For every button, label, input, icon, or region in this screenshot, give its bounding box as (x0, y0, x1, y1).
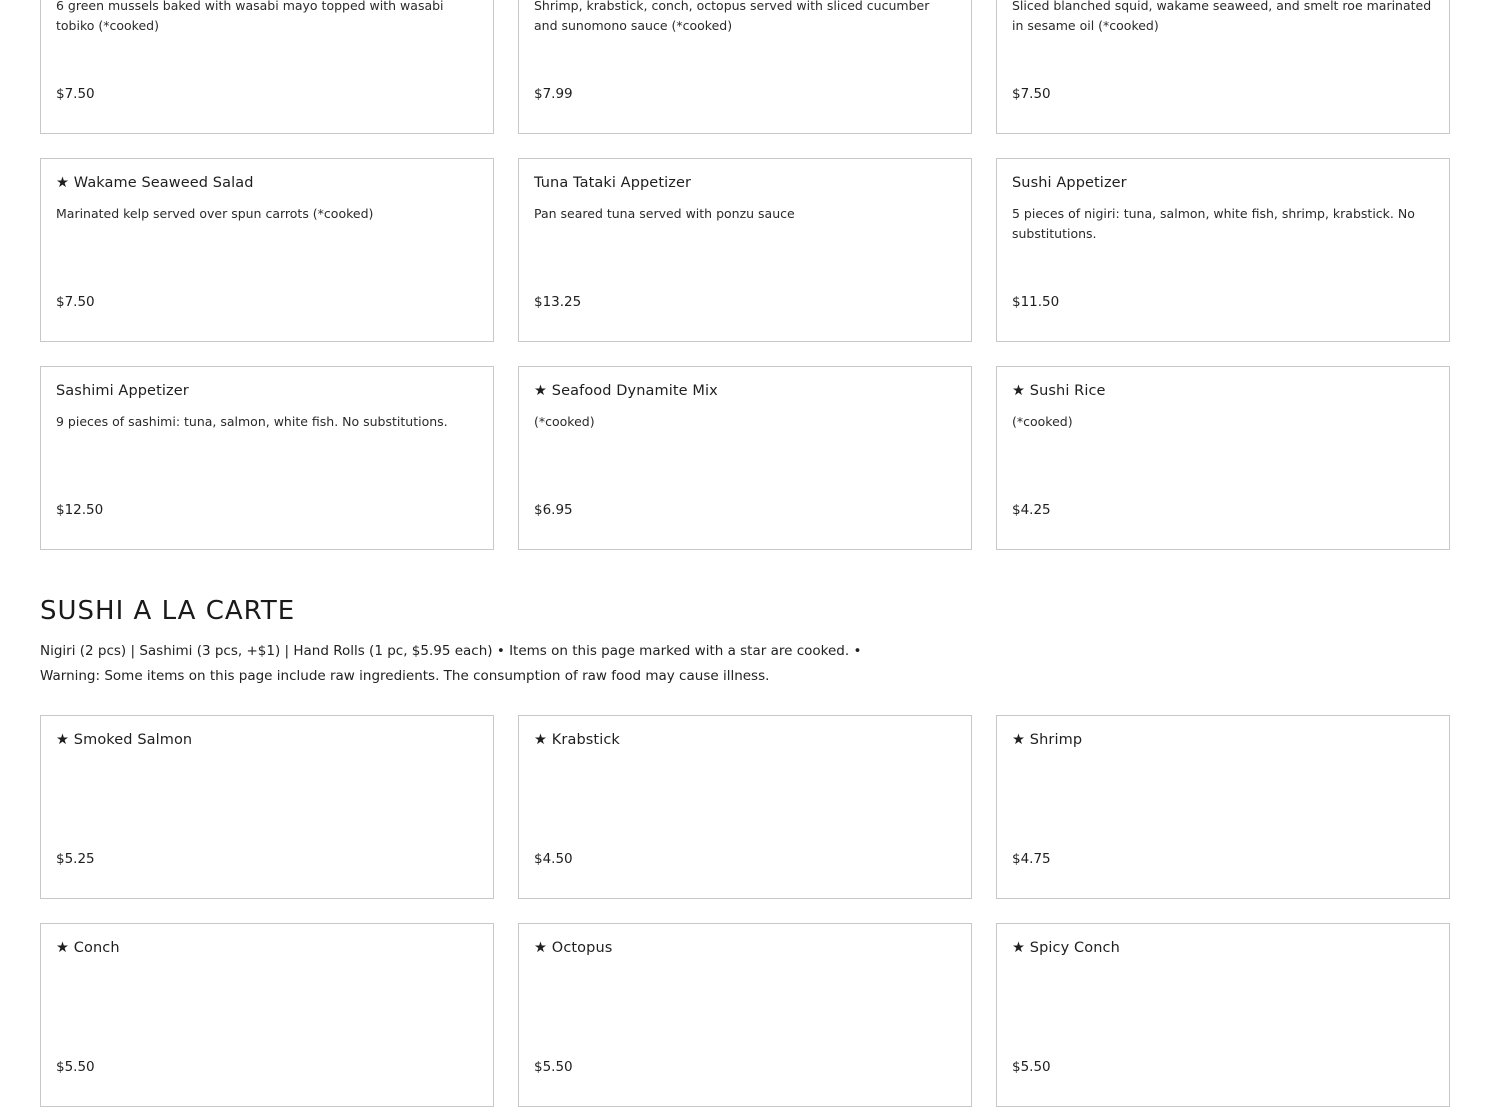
menu-item-card[interactable] (40, 715, 494, 899)
menu-item-name: ★ Smoked Salmon (56, 732, 193, 748)
menu-item-description: 6 green mussels baked with wasabi mayo topped with wasabi tobiko (*cooked) (56, 0, 444, 33)
menu-item-card[interactable] (40, 158, 494, 342)
menu-item-description: 5 pieces of nigiri: tuna, salmon, white fish, shrimp, krabstick. No substitutions. (1012, 206, 1415, 241)
menu-item-price: $4.25 (1012, 502, 1051, 518)
menu-item-name: ★ Shrimp (1012, 732, 1083, 748)
menu-item-description: (*cooked) (534, 414, 595, 429)
menu-item-description: Marinated kelp served over spun carrots (*cooked) (56, 206, 374, 221)
menu-item-card[interactable] (40, 923, 494, 1107)
menu-item-price: $5.50 (534, 1059, 573, 1075)
menu-item-name: ★ Sushi Rice (1012, 383, 1106, 399)
menu-item-card[interactable] (996, 0, 1450, 134)
sushi-grid (40, 715, 1450, 1107)
menu-item-name: ★ Spicy Conch (1012, 940, 1120, 956)
menu-item-price: $6.95 (534, 502, 573, 518)
menu-item-card[interactable] (996, 366, 1450, 550)
menu-item-name: ★ Krabstick (534, 732, 620, 748)
menu-item-description: Sliced blanched squid, wakame seaweed, and smelt roe marinated in sesame oil (*cooked) (1012, 0, 1432, 33)
menu-item-name: Tuna Tataki Appetizer (534, 175, 692, 191)
menu-item-name: Sashimi Appetizer (56, 383, 189, 399)
menu-item-card[interactable] (518, 366, 972, 550)
menu-item-price: $4.50 (534, 851, 573, 867)
menu-item-price: $11.50 (1012, 294, 1060, 310)
menu-item-price: $7.99 (534, 86, 573, 102)
menu-item-price: $4.75 (1012, 851, 1051, 867)
menu-item-price: $7.50 (1012, 86, 1051, 102)
menu-item-price: $5.50 (56, 1059, 95, 1075)
menu-item-card[interactable] (518, 923, 972, 1107)
menu-item-card[interactable] (996, 923, 1450, 1107)
menu-item-card[interactable] (518, 715, 972, 899)
appetizer-grid (40, 0, 1450, 550)
menu-item-price: $7.50 (56, 294, 95, 310)
menu-item-card[interactable] (40, 366, 494, 550)
menu-item-price: $7.50 (56, 86, 95, 102)
menu-item-name: Sushi Appetizer (1012, 175, 1127, 191)
menu-item-description: Pan seared tuna served with ponzu sauce (534, 206, 795, 221)
menu-item-price: $12.50 (56, 502, 104, 518)
menu-item-description: 9 pieces of sashimi: tuna, salmon, white fish. No substitutions. (56, 414, 448, 429)
menu-item-description: Shrimp, krabstick, conch, octopus served with sliced cucumber and sunomono sauce (*cooked) (534, 0, 930, 33)
menu-item-card[interactable] (996, 158, 1450, 342)
section-title: SUSHI A LA CARTE (40, 596, 296, 626)
menu-item-price: $5.25 (56, 851, 95, 867)
menu-item-card[interactable] (518, 158, 972, 342)
menu-item-name: ★ Seafood Dynamite Mix (534, 383, 718, 399)
menu-item-card[interactable] (40, 0, 494, 134)
menu-item-name: ★ Wakame Seaweed Salad (56, 175, 254, 191)
menu-item-card[interactable] (518, 0, 972, 134)
menu-item-price: $13.25 (534, 294, 582, 310)
section-note: Nigiri (2 pcs) | Sashimi (3 pcs, +$1) | Hand Rolls (1 pc, $5.95 each) • Items on this page marked with a star are cooked. • Warning: Some items on this page include raw ingredients. The consumption of raw food may cause illness. (40, 643, 862, 684)
menu-item-price: $5.50 (1012, 1059, 1051, 1075)
menu-item-name: ★ Octopus (534, 940, 613, 956)
menu-item-description: (*cooked) (1012, 414, 1073, 429)
menu-item-card[interactable] (996, 715, 1450, 899)
menu-item-name: ★ Conch (56, 940, 120, 956)
